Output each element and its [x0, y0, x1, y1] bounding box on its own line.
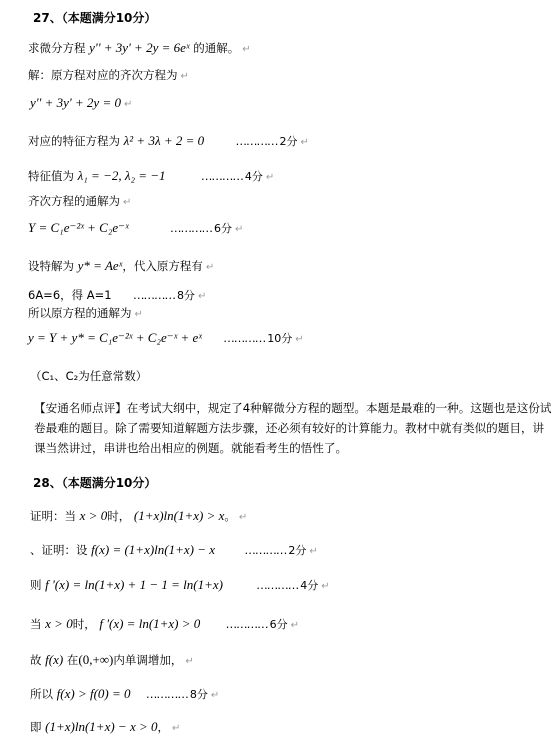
score-label: 2分 — [279, 135, 298, 148]
step3-mid: 时， — [72, 617, 96, 631]
solution-intro — [28, 67, 189, 83]
score-label: 2分 — [288, 544, 307, 557]
return-mark-icon: ↵ — [295, 334, 304, 345]
final-solution-equation: y = Y + y* = C₁e⁻²ˣ + C₂e⁻ˣ + eˣ — [28, 330, 202, 345]
dot-leader: ………… — [169, 221, 212, 235]
general-solution-equation: Y = C₁e⁻²ˣ + C₂e⁻ˣ — [28, 220, 129, 235]
step5-line — [30, 686, 219, 702]
step6-equation: (1+x)ln(1+x) − x > 0 — [45, 719, 158, 734]
step1-line — [30, 542, 318, 558]
proof-condition: x > 0 — [79, 508, 108, 523]
return-mark-icon: ↵ — [300, 137, 309, 148]
homogeneous-equation-text: y'' + 3y' + 2y = 0 — [30, 95, 121, 110]
particular-suffix: ，代入原方程有 — [122, 259, 203, 273]
return-mark-icon: ↵ — [265, 172, 275, 183]
step6-end: ， — [157, 720, 169, 734]
return-mark-icon: ↵ — [234, 224, 244, 235]
step5-label: 所以 — [30, 687, 53, 701]
problem-27-heading: 27、（本题满分10分） — [33, 11, 157, 25]
step1-label: 、证明：设 — [30, 543, 88, 557]
step5-equation: f(x) > f(0) = 0 — [56, 686, 131, 701]
problem-28-heading: 28、（本题满分10分） — [33, 476, 157, 490]
solution-intro-text: 解：原方程对应的齐次方程为 — [28, 68, 178, 82]
step4-end: 内单调增加， — [113, 653, 183, 667]
return-mark-icon: ↵ — [197, 291, 207, 302]
return-mark-icon: ↵ — [134, 309, 143, 320]
general-solution-label-text: 齐次方程的通解为 — [28, 194, 120, 208]
step4-mid: 在 — [66, 653, 79, 667]
return-mark-icon: ↵ — [321, 581, 330, 592]
proof-mid: 时， — [107, 509, 131, 523]
particular-label: 设特解为 — [28, 259, 74, 273]
dot-leader: ………… — [200, 169, 243, 183]
general-solution-line — [28, 220, 243, 236]
step4-line — [30, 652, 194, 668]
dot-leader: ………… — [225, 617, 268, 631]
score-label: 6分 — [269, 618, 288, 631]
score-label: 6分 — [213, 222, 232, 235]
teacher-comment: 【安通名师点评】在考试大纲中，规定了4种解微分方程的题型。本题是最难的一种。这题也是这份试卷最难的题目。除了需要知道解题方法步骤，还必须有较好的计算能力。教材中就有类似的题目，讲课当然讲过，串讲也给出相应的例题。就能看考生的悟性了。 — [34, 401, 552, 455]
dot-leader: ………… — [132, 288, 175, 302]
score-label: 8分 — [189, 688, 208, 701]
proof-inequality: (1+x)ln(1+x) > x — [133, 508, 225, 523]
characteristic-label: 对应的特征方程为 — [28, 134, 120, 148]
step3-line — [30, 616, 299, 632]
step4-function: f(x) — [45, 652, 64, 667]
step4-label: 故 — [30, 653, 42, 667]
problem-27-question — [28, 40, 251, 56]
characteristic-equation-line — [28, 133, 309, 149]
step3-label: 当 — [30, 617, 42, 631]
characteristic-equation: λ² + 3λ + 2 = 0 — [123, 133, 205, 148]
score-label: 4分 — [244, 170, 263, 183]
proof-label: 证明：当 — [30, 509, 76, 523]
eigenvalues-equation: λ₁ = −2, λ₂ = −1 — [77, 168, 166, 183]
final-solution-label — [28, 305, 143, 321]
homogeneous-equation — [30, 95, 132, 111]
return-mark-icon: ↵ — [210, 690, 220, 701]
question-prefix: 求微分方程 — [28, 41, 86, 55]
particular-solution-line — [28, 258, 214, 274]
step4-interval: (0,+∞) — [78, 652, 114, 667]
proof-end: 。 — [224, 509, 236, 523]
score-label: 4分 — [300, 579, 319, 592]
step2-label: 则 — [30, 578, 42, 592]
return-mark-icon: ↵ — [123, 197, 132, 208]
step3-condition: x > 0 — [45, 616, 73, 631]
question-equation: y'' + 3y' + 2y = 6eˣ — [89, 40, 190, 55]
score-label: 10分 — [267, 332, 293, 345]
dot-leader: ………… — [235, 134, 278, 148]
step2-equation: f '(x) = ln(1+x) + 1 − 1 = ln(1+x) — [45, 577, 223, 592]
return-mark-icon: ↵ — [123, 99, 133, 110]
step6-label: 即 — [30, 720, 42, 734]
general-solution-label — [28, 193, 131, 209]
final-solution-label-text: 所以原方程的通解为 — [28, 306, 132, 320]
constants-note: （C₁、C₂为任意常数） — [30, 369, 148, 383]
dot-leader: ………… — [256, 578, 299, 592]
score-label: 8分 — [176, 289, 195, 302]
return-mark-icon: ↵ — [205, 262, 215, 273]
proof-statement — [30, 508, 247, 524]
step2-line — [30, 577, 330, 593]
final-solution-line — [28, 330, 304, 346]
return-mark-icon: ↵ — [171, 723, 181, 734]
dot-leader: ………… — [244, 543, 287, 557]
step6-line — [30, 719, 180, 735]
coefficient-equation: 6A=6，得 A=1 — [28, 288, 112, 302]
dot-leader: ………… — [223, 331, 266, 345]
coefficient-line — [28, 287, 206, 303]
step1-equation: f(x) = (1+x)ln(1+x) − x — [91, 542, 216, 557]
particular-equation: y* = Aeˣ — [77, 258, 123, 273]
eigenvalues-label: 特征值为 — [28, 169, 74, 183]
return-mark-icon: ↵ — [238, 512, 248, 523]
eigenvalues-line — [28, 168, 274, 184]
dot-leader: ………… — [145, 687, 188, 701]
return-mark-icon: ↵ — [309, 546, 318, 557]
return-mark-icon: ↵ — [290, 620, 299, 631]
step3-equation: f '(x) = ln(1+x) > 0 — [99, 616, 201, 631]
return-mark-icon: ↵ — [242, 44, 251, 55]
return-mark-icon: ↵ — [180, 71, 189, 82]
return-mark-icon: ↵ — [185, 656, 194, 667]
question-suffix: 的通解。 — [193, 41, 240, 55]
